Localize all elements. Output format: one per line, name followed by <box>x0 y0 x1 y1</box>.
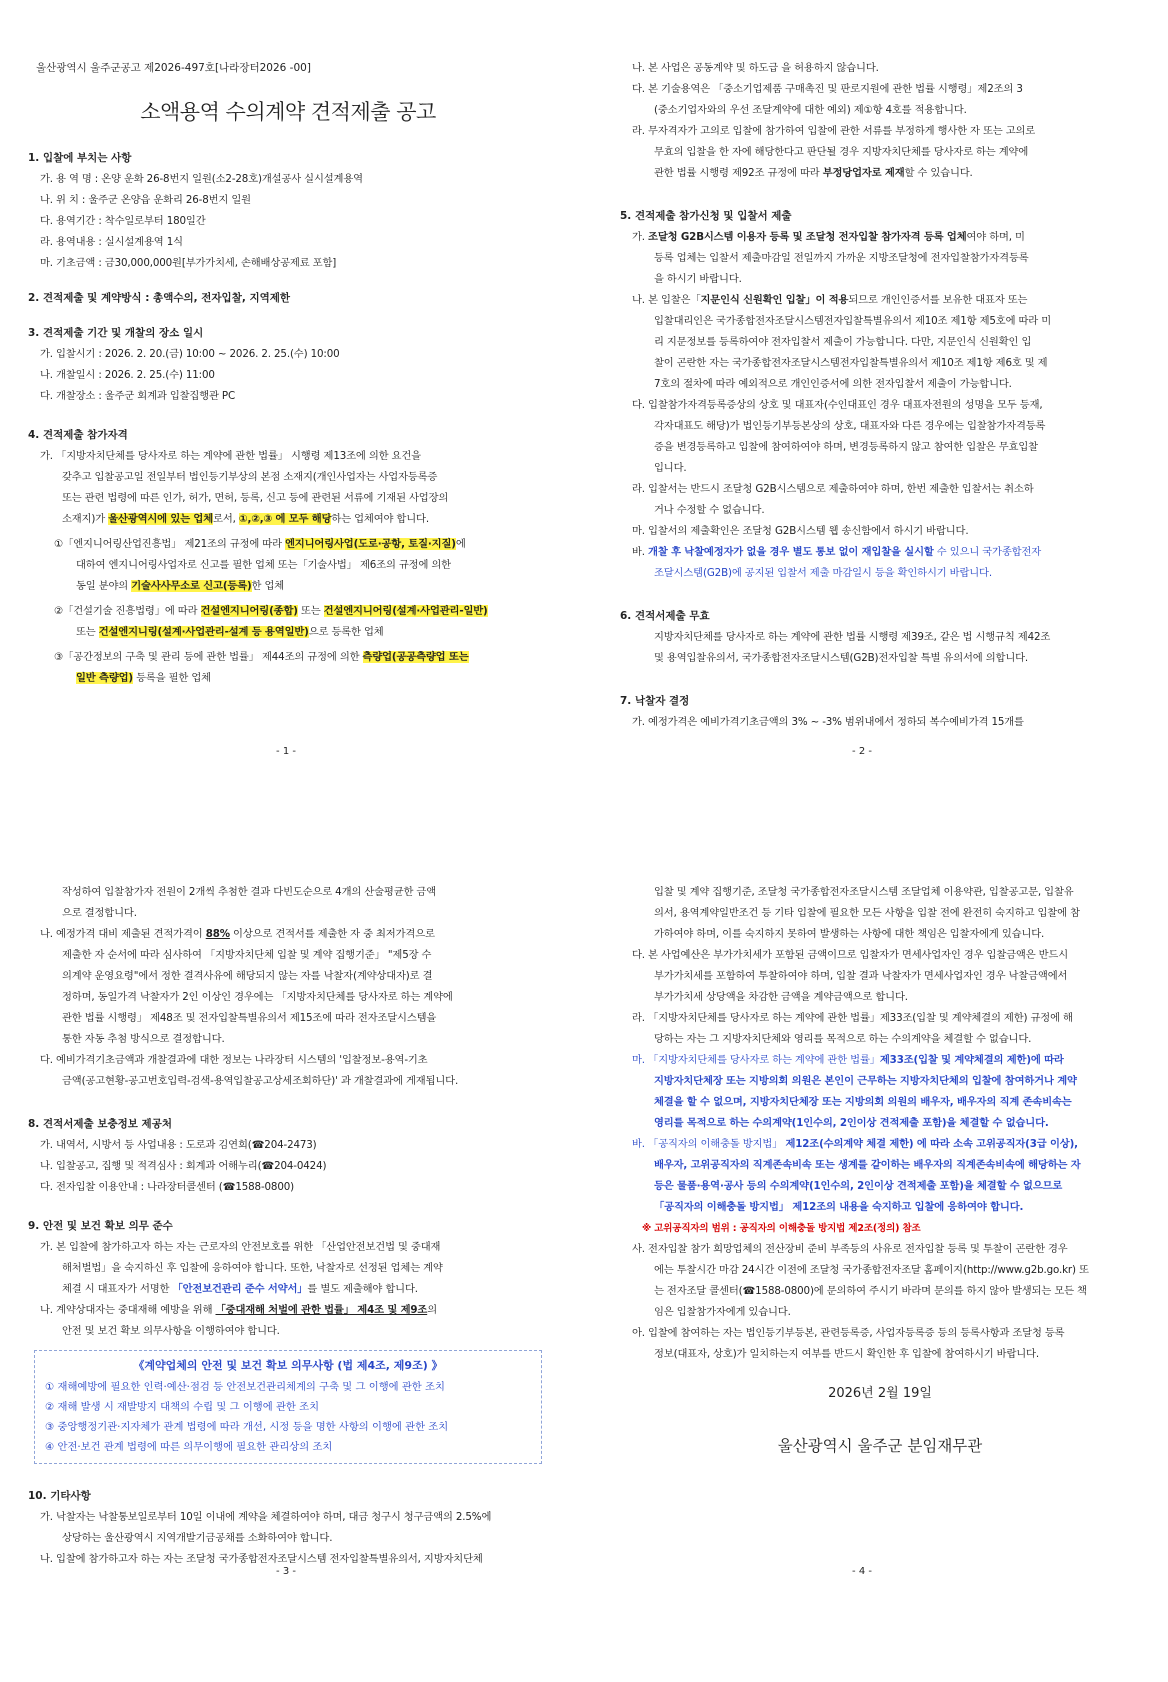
text-line: 을 하시기 바랍니다. <box>654 273 742 285</box>
qualification-text <box>28 509 548 530</box>
text-span: 관한 법률 시행령 제92조 규정에 따라 <box>654 167 823 179</box>
section-7-title: 7. 낙찰자 결정 <box>620 695 690 707</box>
text-span: 의 <box>427 1304 437 1316</box>
text-line: 으로 결정합니다. <box>62 907 137 919</box>
text-line: 등은 물품·용역·공사 등의 수의계약(1인수의, 2인이상 견적제출 포함)을 체결할 수 없으므로 <box>654 1180 1063 1192</box>
text-line <box>28 1279 548 1300</box>
highlight-survey: 일반 측량업) <box>76 672 133 684</box>
highlight-design: 건설엔지니링(설계·사업관리-설계 등 용역일반) <box>98 626 309 638</box>
text-line <box>620 1134 1140 1155</box>
opening-place: 다. 개찰장소 : 울주군 회계과 입찰집행관 PC <box>40 390 236 402</box>
text-line: 가. 본 입찰에 참가하고자 하는 자는 근로자의 안전보호를 위한 「산업안전보건법 및 중대재 <box>40 1241 441 1253</box>
text-line <box>620 290 1140 311</box>
text-line: 체결을 할 수 없으며, 지방자치단체장 또는 지방의회 의원의 배우자, 배우자의 직계 존속비속는 <box>654 1096 1072 1108</box>
text-line: 「공직자의 이해충돌 방지법」 제12조의 내용을 숙지하고 입찰에 응하여야 합니다. <box>654 1201 1024 1213</box>
condition-2-cont <box>28 622 548 643</box>
section-6-title: 6. 견적서제출 무효 <box>620 610 710 622</box>
notice-date: 2026년 2월 19일 <box>828 1386 932 1401</box>
qualification-text: 갖추고 입찰공고일 전일부터 법인등기부상의 본점 소재지(개인사업자는 사업자등록증 <box>62 471 438 483</box>
text-span: 나. 예정가격 대비 제출된 견적가격이 <box>40 928 206 940</box>
text-line: 나. 입찰공고, 집행 및 적격심사 : 회계과 어해누리(☎204-0424) <box>40 1160 327 1172</box>
bold-span: 제33조(입찰 및 계약체결의 제한)에 따라 <box>879 1054 1064 1066</box>
text-span: 또는 <box>76 626 99 638</box>
condition-3 <box>28 647 548 668</box>
text-span: 나. 계약상대자는 중대재해 예방을 위해 <box>40 1304 216 1316</box>
highlight-construction: 건설엔지니어링(종합) <box>200 605 298 617</box>
text-span: 를 별도 제출해야 합니다. <box>307 1283 418 1295</box>
text-span: 이상으로 견적서를 제출한 자 중 최저가격으로 <box>229 928 435 940</box>
box-item: ④ 안전·보건 관계 법령에 따른 의무이행에 필요한 관리상의 조치 <box>45 1441 333 1453</box>
section-5-title: 5. 견적제출 참가신청 및 입찰서 제출 <box>620 210 792 222</box>
page-number: - 2 - <box>852 746 872 757</box>
text-span: 마. 「지방자치단체를 당사자로 하는 계약에 관한 법률」 <box>632 1054 880 1066</box>
text-line: 지방자치단체를 당사자로 하는 계약에 관한 법률 시행령 제39조, 같은 법 시행규칙 제42조 <box>654 631 1051 643</box>
condition-1 <box>28 534 548 555</box>
highlight-construction-general: 건설엔지니어링(설계·사업관리-일반) <box>323 605 488 617</box>
text-line: 에는 투찰시간 마감 24시간 이전에 조달청 국가종합전자조달 홈페이지(http://www.g2b.go.kr) 또 <box>654 1264 1089 1276</box>
bold-span: 「안전보건관리 준수 서약서」 <box>172 1283 308 1295</box>
text-line: 지방자치단체장 또는 지방의회 의원은 본인이 근무하는 지방자치단체의 입찰에 참여하거나 계약 <box>654 1075 1077 1087</box>
service-period: 다. 용역기간 : 착수일로부터 180일간 <box>40 215 206 227</box>
text-line: 가. 내역서, 시방서 등 사업내용 : 도로과 김연희(☎204-2473) <box>40 1139 317 1151</box>
text-line: 배우자, 고위공직자의 직계존속비속 또는 생계를 같이하는 배우자의 직계존속비속에 해당하는 자 <box>654 1159 1081 1171</box>
text-line <box>620 227 1140 248</box>
text-line: 조달시스템(G2B)에 공지된 입찰서 제출 마감일시 등을 확인하시기 바랍니다. <box>654 567 992 579</box>
text-line <box>28 1300 548 1321</box>
text-line: 라. 「지방자치단체를 당사자로 하는 계약에 관한 법률」제33조(입찰 및 계약체결의 제한) 규정에 해 <box>632 1012 1073 1024</box>
text-line: 상당하는 울산광역시 지역개발기금공채를 소화하여야 합니다. <box>62 1532 333 1544</box>
text-line: 제출한 자 순서에 따라 심사하여 「지방자치단체 입찰 및 계약 집행기준」 "제5장 수 <box>62 949 432 961</box>
text-line: 는 전자조달 콜센터(☎1588-0800)에 문의하여 주시기 바라며 문의를 하지 않아 발생되는 모든 책 <box>654 1285 1087 1297</box>
text-line: 각자대표도 해당)가 법인등기부등본상의 상호, 대표자와 다른 경우에는 입찰참가자격등록 <box>654 420 1046 432</box>
text-line <box>620 163 1140 184</box>
text-line <box>620 1050 1140 1071</box>
note-text: ※ 고위공직자의 범위 : 공직자의 이해충돌 방지법 제2조(정의) 참조 <box>642 1223 921 1234</box>
text-line: 입찰 및 계약 집행기준, 조달청 국가종합전자조달시스템 조달업체 이용약관, 입찰공고문, 입찰유 <box>654 886 1074 898</box>
page-number: - 3 - <box>276 1566 296 1577</box>
text-line: 리 지문정보를 등록하여야 전자입찰서 제출이 가능합니다. 다만, 지문인식 신원확인 입 <box>654 336 1032 348</box>
bold-span: 제12조(수의계약 체결 제한) 에 따라 소속 고위공직자(3급 이상), <box>785 1138 1078 1150</box>
text-line: 증을 변경등록하고 입찰에 참여하여야 하며, 변경등록하지 않고 참여한 입찰은 무효입찰 <box>654 441 1038 453</box>
text-line: 영리를 목적으로 하는 수의계약(1인수의, 2인이상 견적제출 포함)을 체결할 수 없습니다. <box>654 1117 1049 1129</box>
highlight-region: 울산광역시에 있는 업체 <box>108 513 214 525</box>
text-line: 다. 예비가격기초금액과 개찰결과에 대한 정보는 나라장터 시스템의 '입찰정보-용역-기초 <box>40 1054 428 1066</box>
text-line: 마. 입찰서의 제출확인은 조달청 G2B시스템 웹 송신함에서 하시기 바랍니다. <box>632 525 969 537</box>
text-line: 관한 법률 시행령」 제48조 및 전자입찰특별유의서 제15조에 따라 전자조달시스템을 <box>62 1012 437 1024</box>
text-line: 해처벌법」을 숙지하신 후 입찰에 응하여야 합니다. 또한, 낙찰자로 선정된 업체는 계약 <box>62 1262 443 1274</box>
text-span: 나. 본 입찰은「 <box>632 294 701 306</box>
page-number: - 4 - <box>852 1566 872 1577</box>
bold-span: 부정당업자로 제재 <box>822 167 905 179</box>
opening-datetime: 나. 개찰일시 : 2026. 2. 25.(수) 11:00 <box>40 369 215 381</box>
text-line: 나. 입찰에 참가하고자 하는 자는 조달청 국가종합전자조달시스템 전자입찰특별유의서, 지방자치단체 <box>40 1553 483 1565</box>
base-amount: 마. 기초금액 : 금30,000,000원[부가가치세, 손해배상공제료 포함] <box>40 257 337 269</box>
safety-duties-box <box>34 1350 542 1464</box>
text-line: 다. 전자입찰 이용안내 : 나라장터콜센터 (☎1588-0800) <box>40 1181 294 1193</box>
text-line <box>620 542 1140 563</box>
section-4-title: 4. 견적제출 참가자격 <box>28 429 128 441</box>
section-10-title: 10. 기타사항 <box>28 1490 91 1502</box>
text-line: 의계약 운영요령"에서 정한 결격사유에 해당되지 않는 자를 낙찰자(계약상대자)로 결 <box>62 970 433 982</box>
text-line: 무효의 입찰을 한 자에 해당한다고 판단될 경우 지방자치단체를 당사자로 하는 계약에 <box>654 146 1029 158</box>
text-line: 임은 입찰참가자에게 있습니다. <box>654 1306 791 1318</box>
text-line: 당하는 자는 그 지방자치단체와 영리를 목적으로 하는 수의계약을 체결할 수 없습니다. <box>654 1033 1032 1045</box>
text-line: 정하며, 동일가격 낙찰자가 2인 이상인 경우에는 「지방자치단체를 당사자로 하는 계약에 <box>62 991 453 1003</box>
text-line: 등록 업체는 입찰서 제출마감일 전일까지 가까운 지방조달청에 전자입찰참가자격등록 <box>654 252 1029 264</box>
text-line: 입니다. <box>654 462 687 474</box>
text-line: 작성하여 입찰참가자 전원이 2개씩 추첨한 결과 다빈도순으로 4개의 산술평균한 금액 <box>62 886 436 898</box>
text-span: 가. <box>632 231 649 243</box>
condition-1-cont <box>28 576 548 597</box>
text-line: 아. 입찰에 참여하는 자는 법인등기부등본, 관련등록증, 사업자등록증 등의 등록사항과 조달청 등록 <box>632 1327 1065 1339</box>
section-3-title: 3. 견적제출 기간 및 개찰의 장소 일시 <box>28 327 204 339</box>
qualification-text: 가. 「지방자치단체를 당사자로 하는 계약에 관한 법률」 시행령 제13조에 의한 요건을 <box>40 450 421 462</box>
text-line: 부가가치세 상당액을 차감한 금액을 계약금액으로 합니다. <box>654 991 908 1003</box>
page-number: - 1 - <box>276 746 296 757</box>
bid-period: 가. 입찰시기 : 2026. 2. 20.(금) 10:00 ~ 2026. 2. 25.(수) 10:00 <box>40 348 340 360</box>
condition-2 <box>28 601 548 622</box>
notice-number: 울산광역시 울주군공고 제2026-497호[나라장터2026 -00] <box>36 62 311 74</box>
text-line: 정보(대표자, 상호)가 일치하는지 여부를 반드시 확인한 후 입찰에 참여하시기 바랍니다. <box>654 1348 1039 1360</box>
text-line: 다. 본 기술용역은 「중소기업제품 구매촉진 및 판로지원에 관한 법률 시행령」제2조의 3 <box>632 83 1023 95</box>
text-line: 거나 수정할 수 없습니다. <box>654 504 765 516</box>
page-1 <box>28 58 548 858</box>
text-line: 라. 입찰서는 반드시 조달청 G2B시스템으로 제출하여야 하며, 한번 제출한 입찰서는 취소하 <box>632 483 1034 495</box>
box-title: 《계약업체의 안전 및 보건 확보 의무사항 (법 제4조, 제9조) 》 <box>133 1359 443 1372</box>
highlight-engineering: 엔지니어링사업(도로·공항, 토질·지질) <box>285 538 456 550</box>
text-line: 라. 무자격자가 고의로 입찰에 참가하여 입찰에 관한 서류를 부정하게 행사한 자 또는 고의로 <box>632 125 1036 137</box>
box-item: ③ 중앙행정기관·지자체가 관계 법령에 따라 개선, 시정 등을 명한 사항의 이행에 관한 조치 <box>45 1421 449 1433</box>
text-span: ②「건설기술 진흥법령」에 따라 <box>54 605 201 617</box>
text-line: 가하여야 하며, 이를 숙지하지 못하여 발생하는 사항에 대한 책임은 입찰자에게 있습니다. <box>654 928 1045 940</box>
text-span: 소재지)가 <box>62 513 109 525</box>
text-span: 여야 하며, 미 <box>966 231 1025 243</box>
text-line: (중소기업자와의 우선 조달계약에 대한 예외) 제①항 4호를 적용합니다. <box>654 104 967 116</box>
text-span: 바. 「공직자의 이해충돌 방지법」 <box>632 1138 786 1150</box>
box-item: ① 재해예방에 필요한 인력·예산·점검 등 안전보건관리체계의 구축 및 그 이행에 관한 조치 <box>45 1381 445 1393</box>
text-line: 다. 본 사업예산은 부가가치세가 포함된 금액이므로 입찰자가 면세사업자인 경우 입찰금액은 반드시 <box>632 949 1069 961</box>
text-span: 또는 <box>297 605 324 617</box>
page-3 <box>28 882 548 1682</box>
section-1-title: 1. 입찰에 부치는 사항 <box>28 152 132 164</box>
text-span: ①「엔지니어링산업진흥법」 제21조의 규정에 따라 <box>54 538 286 550</box>
text-span: 체결 시 대표자가 서명한 <box>62 1283 173 1295</box>
page-4 <box>620 882 1140 1682</box>
text-line <box>28 924 548 945</box>
text-line: 입찰대리인은 국가종합전자조달시스템전자입찰특별유의서 제10조 제1항 제5호에 따라 미 <box>654 315 1052 327</box>
text-line: 가. 낙찰자는 낙찰통보일로부터 10일 이내에 계약을 체결하여야 하며, 대금 청구시 청구금액의 2.5%에 <box>40 1511 492 1523</box>
page-title: 소액용역 수의계약 견적제출 공고 <box>140 100 436 124</box>
page-2 <box>620 58 1140 858</box>
service-name: 가. 용 역 명 : 온양 운화 26-8번지 일원(소2-28호)개설공사 실시설계용역 <box>40 173 363 185</box>
text-span: 할 수 있습니다. <box>904 167 973 179</box>
bold-span: 개찰 후 낙찰예정자가 없을 경우 별도 통보 없이 재입찰을 실시할 <box>648 546 934 558</box>
bold-span: 지문인식 신원확인 입찰」이 적용 <box>700 294 849 306</box>
text-span: 바. <box>632 546 649 558</box>
text-line: 통한 자동 추첨 방식으로 결정합니다. <box>62 1033 225 1045</box>
text-line: 가. 예정가격은 예비가격기초금액의 3% ~ -3% 범위내에서 정하되 복수예비가격 15개를 <box>632 716 1024 728</box>
condition-3-cont <box>28 668 548 689</box>
highlight-survey: 측량업(공공측량업 또는 <box>362 651 469 663</box>
text-line: 나. 본 사업은 공동계약 및 하도급 을 허용하지 않습니다. <box>632 62 879 74</box>
section-8-title: 8. 견적서제출 보충정보 제공처 <box>28 1118 172 1130</box>
text-line: 사. 전자입찰 참가 희망업체의 전산장비 준비 부족등의 사유로 전자입찰 등록 및 투찰이 곤란한 경우 <box>632 1243 1068 1255</box>
text-span: 등록을 필한 업체 <box>132 672 211 684</box>
text-span: 하는 업체여야 합니다. <box>331 513 429 525</box>
text-span: 한 업체 <box>251 580 285 592</box>
qualification-text: 또는 관련 법령에 따른 인가, 허가, 면허, 등록, 신고 등에 관련된 서류에 기재된 사업장의 <box>62 492 449 504</box>
text-line: 안전 및 보건 확보 의무사항을 이행하여야 합니다. <box>62 1325 280 1337</box>
bold-span: 88% <box>205 928 230 940</box>
section-9-title: 9. 안전 및 보건 확보 의무 준수 <box>28 1220 173 1232</box>
text-span: 으로 등록한 업체 <box>308 626 384 638</box>
text-span: 되므로 개인인증서를 보유한 대표자 또는 <box>848 294 1028 306</box>
highlight-office: 기술사사무소로 신고(등록) <box>131 580 252 592</box>
section-2-title: 2. 견적제출 및 계약방식 : 총액수의, 전자입찰, 지역제한 <box>28 292 291 304</box>
issuing-official: 울산광역시 울주군 분임재무관 <box>777 1437 983 1455</box>
text-line: 부가가치세를 포함하여 투찰하여야 하며, 입찰 결과 낙찰자가 면세사업자인 경우 낙찰금액에서 <box>654 970 1068 982</box>
highlight-all-conditions: ①,②,③ 에 모두 해당 <box>238 513 332 525</box>
service-content: 라. 용역내용 : 실시설계용역 1식 <box>40 236 183 248</box>
text-span: 동일 분야의 <box>76 580 132 592</box>
text-line: 금액(공고현황-공고번호입력-검색-용역입찰공고상세조회하단)' 과 개찰결과에 게재됩니다. <box>62 1075 459 1087</box>
text-line: 7호의 절차에 따라 예외적으로 개인인증서에 의한 전자입찰서 제출이 가능합니다. <box>654 378 1012 390</box>
text-line: 의서, 용역계약일반조건 등 기타 입찰에 필요한 모든 사항을 입찰 전에 완전히 숙지하고 입찰에 참 <box>654 907 1080 919</box>
bold-span: 조달청 G2B시스템 이용자 등록 및 조달청 전자입찰 참가자격 등록 업체 <box>648 231 967 243</box>
text-span: ③「공간정보의 구축 및 관리 등에 관한 법률」 제44조의 규정에 의한 <box>54 651 363 663</box>
condition-1-cont: 대하여 엔지니어링사업자로 신고를 필한 업체 또는「기술사법」 제6조의 규정에 의한 <box>76 559 451 571</box>
box-item: ② 재해 발생 시 재발방지 대책의 수립 및 그 이행에 관한 조치 <box>45 1401 320 1413</box>
service-location: 나. 위 치 : 울주군 온양읍 운화리 26-8번지 일원 <box>40 194 251 206</box>
text-span: 수 있으니 국가종합전자 <box>933 546 1042 558</box>
text-line: 및 용역입찰유의서, 국가종합전자조달시스템(G2B)전자입찰 특별 유의서에 의합니다. <box>654 652 1029 664</box>
text-span: 로서, <box>213 513 239 525</box>
text-span: 에 <box>455 538 466 550</box>
text-line: 찰이 곤란한 자는 국가종합전자조달시스템전자입찰특별유의서 제10조 제1항 제6호 및 제 <box>654 357 1048 369</box>
text-line: 다. 입찰참가자격등록증상의 상호 및 대표자(수인대표인 경우 대표자전원의 성명을 모두 등재, <box>632 399 1043 411</box>
bold-span: 「중대재해 처벌에 관한 법률」 제4조 및 제9조 <box>215 1304 428 1316</box>
